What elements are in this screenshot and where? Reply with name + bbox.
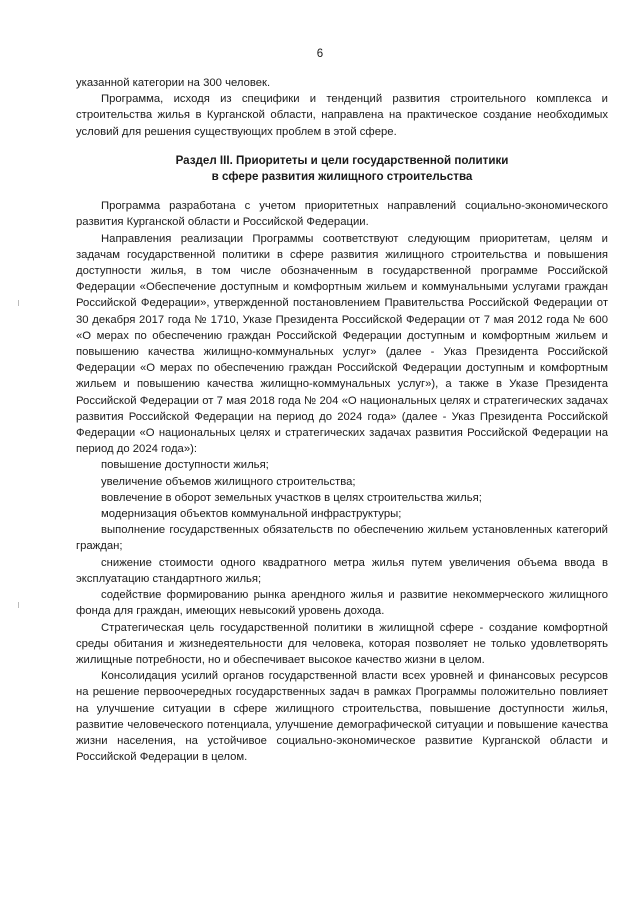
paragraph: Программа, исходя из специфики и тенденций развития строительного комплекса и строительства жилья в Курганской области, направлена на практическое создание необходимых условий для решения существующих проблем в этой сфере. [76,93,608,138]
list-item: вовлечение в оборот земельных участков в целях строительства жилья; [101,491,482,504]
section-heading-line-1: Раздел III. Приоритеты и цели государственной политики [175,153,509,167]
list-item: содействие формированию рынка арендного жилья и развитие некоммерческого жилищного фонда для граждан, имеющих невысокий уровень дохода. [76,589,608,618]
scan-edge-mark [18,602,19,608]
paragraph: Консолидация усилий органов государственной власти всех уровней и финансовых ресурсов на решение первоочередных государственных задач в рамках Программы положительно повлияет на улучшение ситуации в сфере жилищного строительства, повышение доступности жилья, развитие человеческого потенциала, улучшение демографической ситуации и повышение качества жизни населения, на устойчивое социально-экономическое развитие Курганской области и Российской Федерации в целом. [76,670,608,764]
list-item: повышение доступности жилья; [101,459,269,472]
paragraph-continuation: указанной категории на 300 человек. [76,77,271,89]
paragraph: Направления реализации Программы соответствуют следующим приоритетам, целям и задачам государственной политики в сфере развития жилищного строительства и повышения доступности жилья, в том числе обозначенным в государственной программе Российской Федерации «Обеспечение доступным и комфортным жильем и коммунальными услугами граждан Российской Федерации», утвержденной постановлением Правительства Российской Федерации от 30 декабря 2017 года № 1710, Указе Президента Российской Федерации от 7 мая 2012 года № 600 «О мерах по обеспечению граждан Российской Федерации доступным и комфортным жильем и повышению качества жилищно-коммунальных услуг» (далее - Указ Президента Российской Федерации «О мерах по обеспечению граждан Российской Федерации доступным и комфортным жильем и повышению качества жилищно-коммунальных услуг»), а также в Указе Президента Российской Федерации от 7 мая 2018 года № 204 «О национальных целях и стратегических задачах развития Российской Федерации на период до 2024 года» (далее - Указ Президента Российской Федерации «О национальных целях и стратегических задачах развития Российской Федерации на период до 2024 года»): [76,232,608,456]
list-item: модернизация объектов коммунальной инфраструктуры; [101,508,402,521]
paragraph: Стратегическая цель государственной политики в жилищной сфере - создание комфортной среды обитания и жизнедеятельности для человека, которая позволяет не только удовлетворять жилищные потребности, но и обеспечивает высокое качество жизни в целом. [76,621,608,666]
page-number: 6 [316,48,324,60]
scan-edge-mark [18,300,19,306]
list-item: снижение стоимости одного квадратного метра жилья путем увеличения объема ввода в эксплуатацию стандартного жилья; [76,556,608,585]
section-heading [76,153,608,185]
list-item: выполнение государственных обязательств по обеспечению жильем установленных категорий граждан; [76,524,608,553]
paragraph: Программа разработана с учетом приоритетных направлений социально-экономического развития Курганской области и Российской Федерации. [76,200,608,229]
section-heading-line-2: в сфере развития жилищного строительства [211,170,473,184]
document-body [76,75,608,765]
priorities-list [76,457,608,619]
list-item: увеличение объемов жилищного строительства; [101,475,356,488]
